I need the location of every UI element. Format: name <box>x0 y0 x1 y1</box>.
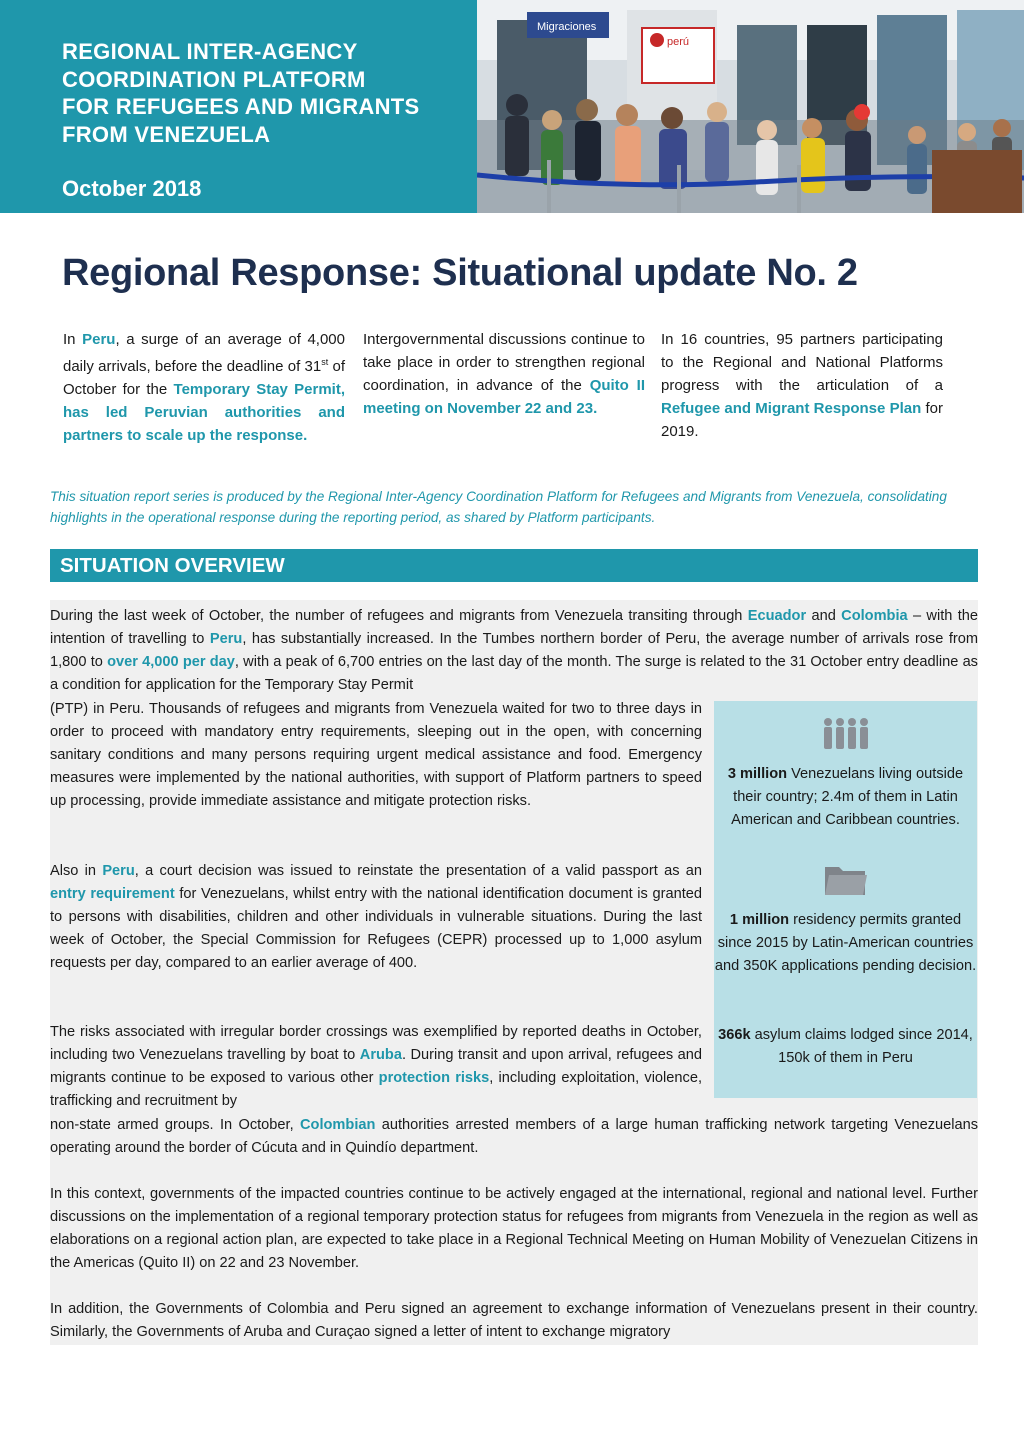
text-run: . During transit and upon arrival, refugees and migrants continue to be exposed to various other <box>50 1047 702 1086</box>
text-run: During the last week of October, the number of refugees and migrants from Venezuela transiting through <box>50 608 748 624</box>
text-run: , a court decision was issued to reinstate the presentation of a valid passport as an <box>134 863 703 879</box>
stat-figure: 3 million <box>727 766 788 782</box>
stat-residency-permits <box>714 909 977 978</box>
stat-description: asylum claims lodged since 2014, 150k of them in Peru <box>750 1027 973 1066</box>
sign-peru: perú <box>667 36 690 48</box>
link-entry-requirement[interactable]: entry requirement <box>50 886 175 902</box>
header-photo <box>477 0 1024 213</box>
platform-title: REGIONAL INTER-AGENCY COORDINATION PLATFORM FOR REFUGEES AND MIGRANTS FROM VENEZUELA <box>62 39 420 147</box>
text-run: Intergovernmental discussions continue to take place in order to strengthen regional coordination, in advance of the <box>363 331 645 394</box>
key-figures-box <box>714 701 977 1098</box>
link-arrivals[interactable]: over 4,000 per day <box>107 654 235 670</box>
stat-description: residency permits granted since 2015 by Latin-American countries and 350K applications pending decision. <box>714 912 977 974</box>
stat-figure: 366k <box>718 1027 751 1043</box>
report-date: October 2018 <box>62 176 202 201</box>
header-title-panel <box>0 0 477 213</box>
link-peru[interactable]: Peru <box>102 863 135 879</box>
section-title: SITUATION OVERVIEW <box>60 554 285 577</box>
text-run: , a surge of an average of 4,000 daily arrivals, before the deadline of 31 <box>63 331 345 375</box>
text-run: non-state armed groups. In October, <box>50 1117 300 1133</box>
highlight-temporary-stay-permit: Temporary Stay Permit, has led Peruvian authorities and partners to scale up the response. <box>63 381 345 444</box>
paragraph-2 <box>50 860 702 975</box>
link-protection-risks[interactable]: protection risks <box>378 1070 490 1086</box>
folder-icon <box>714 863 977 902</box>
sign-migraciones: Migraciones <box>537 21 597 33</box>
paragraph-5: In addition, the Governments of Colombia and Peru signed an agreement to exchange information of Venezuelans present in their country. Similarly, the Governments of Aruba and Curaçao signed a letter of intent to exchange migratory <box>50 1301 978 1340</box>
text-run: for 2019. <box>661 400 943 440</box>
stat-venezuelans-abroad <box>714 763 977 832</box>
stat-asylum-claims <box>714 1024 977 1070</box>
text-run: of October for the <box>63 358 345 398</box>
link-colombia[interactable]: Colombia <box>841 608 908 624</box>
highlight-column-peru <box>63 328 345 447</box>
stat-description: Venezuelans living outside their country; 2.4m of them in Latin American and Caribbean countries. <box>731 766 964 828</box>
link-peru[interactable]: Peru <box>82 331 116 348</box>
paragraph-3-continued <box>50 1114 978 1160</box>
section-header-situation-overview <box>50 549 978 582</box>
link-ecuador[interactable]: Ecuador <box>747 608 807 624</box>
text-run: , including exploitation, violence, trafficking and recruitment by <box>50 1070 702 1109</box>
text-run: In <box>63 331 83 348</box>
text-run: , with a peak of 6,700 entries on the last day of the month. The surge is related to the 31 October entry deadline as a condition for application for the Temporary Stay Permit <box>50 654 978 693</box>
link-colombian[interactable]: Colombian <box>300 1117 376 1133</box>
text-run: authorities arrested members of a large human trafficking network targeting Venezuelans operating around the border of Cúcuta and in Quindío department. <box>50 1117 979 1156</box>
document-title: Regional Response: Situational update No. 2 <box>62 252 858 294</box>
paragraph-1 <box>50 605 978 697</box>
highlight-column-partners <box>661 328 943 443</box>
text-run: for Venezuelans, whilst entry with the national identification document is granted to persons with disabilities, children and other individuals in vulnerable situations. During the last week of October, the Special Commission for Refugees (CEPR) processed up to 1,000 asylum requests per day, compared to an earlier average of 400. <box>50 886 702 971</box>
link-quito-meeting[interactable]: Quito II meeting on November 22 and 23. <box>363 377 645 417</box>
text-run: and <box>806 608 842 624</box>
text-run: , has substantially increased. In the Tumbes northern border of Peru, the average number of arrivals rose from 1,800 to <box>50 631 979 670</box>
intro-note: This situation report series is produced by the Regional Inter-Agency Coordination Platform for Refugees and Migrants from Venezuela, consolidating highlights in the operational response during the reporting period, as shared by Platform participants. <box>50 489 947 525</box>
text-run: In 16 countries, 95 partners participating to the Regional and National Platforms progress with the articulation of a <box>661 331 943 394</box>
highlight-column-quito <box>363 328 645 420</box>
stat-figure: 1 million <box>729 912 790 928</box>
link-response-plan[interactable]: Refugee and Migrant Response Plan <box>661 400 922 417</box>
paragraph-4: In this context, governments of the impacted countries continue to be actively engaged at the international, regional and national level. Further discussions on the implementation of a regional temporary protection status for refugees from migrants from Venezuela in the region as well as elaborations on a regional action plan, are expected to take place in a Regional Technical Meeting on Human Mobility of Venezuelan Citizens in the Americas (Quito II) on 22 and 23 November. <box>50 1186 978 1271</box>
people-group-icon <box>714 717 977 756</box>
text-run: The risks associated with irregular border crossings was exemplified by reported deaths in October, including two Venezuelans travelling by boat to <box>50 1024 702 1063</box>
paragraph-3 <box>50 1021 702 1113</box>
text-run: Also in <box>50 863 103 879</box>
link-aruba[interactable]: Aruba <box>359 1047 402 1063</box>
text-run: – with the intention of travelling to <box>50 608 978 647</box>
paragraph-1-continued: (PTP) in Peru. Thousands of refugees and migrants from Venezuela waited for two to three days in order to proceed with mandatory entry requirements, sleeping out in the open, with concerning sanitary conditions and many persons requiring urgent medical assistance and food. Emergency measures were implemented by the national authorities, with support of Platform partners to speed up processing, provide immediate assistance and mitigate protection risks. <box>50 701 702 809</box>
link-peru[interactable]: Peru <box>209 631 243 647</box>
header-banner <box>0 0 1024 213</box>
ordinal-suffix: st <box>321 357 329 367</box>
